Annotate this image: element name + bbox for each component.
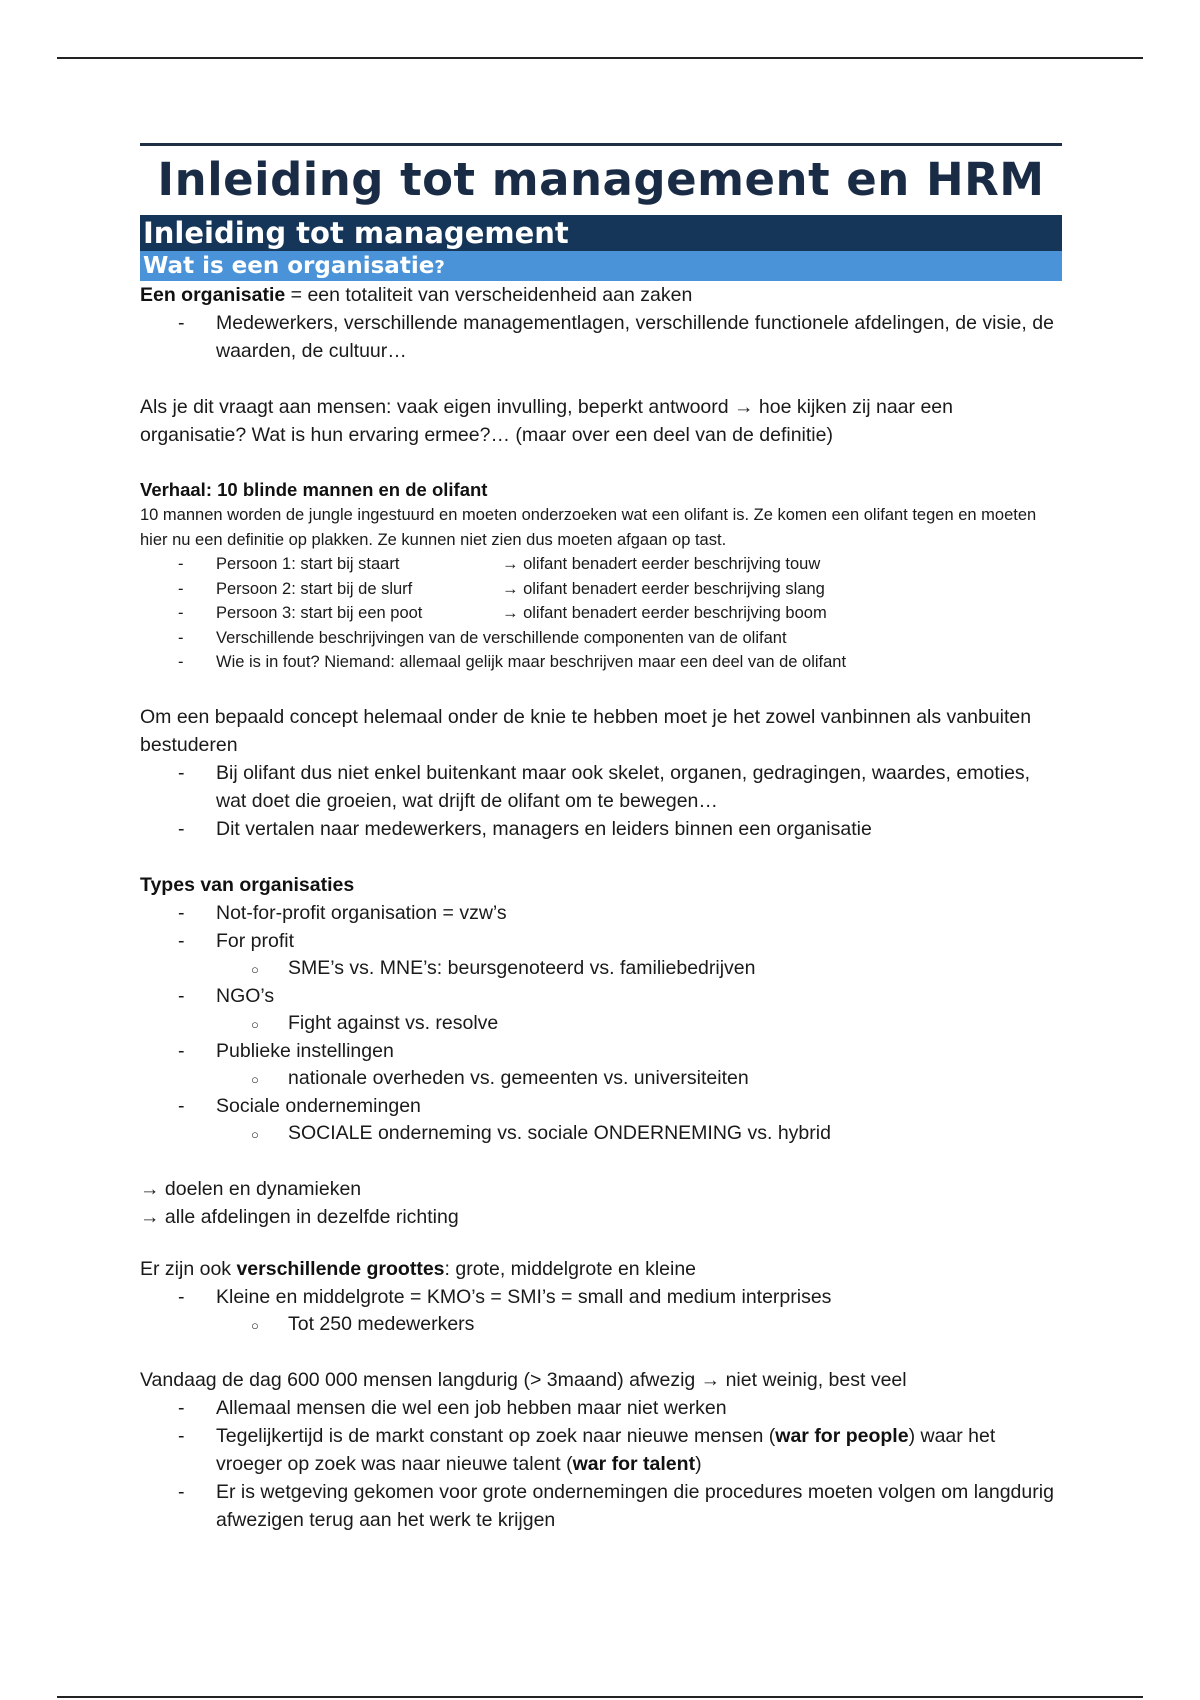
list-item: - For profit <box>140 927 1062 955</box>
list-item: - Publieke instellingen <box>140 1037 1062 1065</box>
list-item: - Bij olifant dus niet enkel buitenkant maar ook skelet, organen, gedragingen, waardes, emoties, wat doet die groeien, wat drijft de olifant om te bewegen… <box>140 759 1062 815</box>
list-item: - NGO’s <box>140 982 1062 1010</box>
war-for-talent: war for talent <box>572 1452 696 1475</box>
person-2: - Persoon 2: start bij de slurf <box>216 579 413 598</box>
heading-2 <box>140 251 1062 281</box>
list-item: - Wie is in fout? Niemand: allemaal gelijk maar beschrijven maar een deel van de olifant <box>140 650 1062 675</box>
sub-list-item: ○ Tot 250 medewerkers <box>140 1311 1062 1338</box>
sizes-paragraph: Er zijn ook verschillende groottes: grote, middelgrote en kleine <box>140 1257 697 1280</box>
sub-list-item: ○ nationale overheden vs. gemeenten vs. universiteiten <box>140 1065 1062 1092</box>
heading-2-text: Wat is een organisatie <box>143 253 435 279</box>
definition-paragraph <box>140 281 1062 309</box>
arrow-line: → doelen en dynamieken <box>140 1177 362 1200</box>
list-item: - Er is wetgeving gekomen voor grote ondernemingen die procedures moeten volgen om langdurig afwezigen terug aan het werk te krijgen <box>140 1478 1062 1534</box>
person-1-desc: → olifant benadert eerder beschrijving touw <box>502 555 821 573</box>
list-item: - Dit vertalen naar medewerkers, managers en leiders binnen een organisatie <box>140 815 1062 843</box>
list-item: - Not-for-profit organisation = vzw’s <box>140 899 1062 927</box>
sub-list-item: ○ SOCIALE onderneming vs. sociale ONDERNEMING vs. hybrid <box>140 1120 1062 1147</box>
concept-paragraph: Om een bepaald concept helemaal onder de knie te hebben moet je het zowel vanbinnen als vanbuiten bestuderen <box>140 705 1032 756</box>
arrow-line: → alle afdelingen in dezelfde richting <box>140 1205 459 1228</box>
question-paragraph: Als je dit vraagt aan mensen: vaak eigen invulling, beperkt antwoord → hoe kijken zij naar een organisatie? Wat is hun ervaring ermee?… (maar over een deel van de definitie) <box>140 396 953 446</box>
sizes-bold: verschillende groottes <box>236 1257 445 1280</box>
person-2-desc: → olifant benadert eerder beschrijving slang <box>502 579 825 598</box>
list-item <box>140 552 1062 577</box>
page-bottom-rule <box>57 1696 1143 1698</box>
list-item: - Allemaal mensen die wel een job hebben maar niet werken <box>140 1394 1062 1422</box>
list-item: - Medewerkers, verschillende managementlagen, verschillende functionele afdelingen, de visie, de waarden, de cultuur… <box>140 309 1062 365</box>
person-3-desc: → olifant benadert eerder beschrijving boom <box>502 604 827 622</box>
document-title: Inleiding tot management en HRM <box>157 153 1045 206</box>
story-section <box>140 477 1062 675</box>
story-intro: 10 mannen worden de jungle ingestuurd en moeten onderzoeken wat een olifant is. Ze komen een olifant tegen en moeten hier nu een definitie op plakken. Ze kunnen niet zien dus moeten afgaan op tast. <box>140 506 1037 549</box>
definition-term: Een organisatie <box>140 284 286 306</box>
page-top-rule <box>57 57 1143 59</box>
war-for-people: war for people <box>775 1424 909 1447</box>
story-heading: Verhaal: 10 blinde mannen en de olifant <box>140 479 488 500</box>
types-heading: Types van organisaties <box>140 873 355 896</box>
document-content <box>140 143 1062 1534</box>
sub-list-item: ○ Fight against vs. resolve <box>140 1010 1062 1037</box>
absent-paragraph: Vandaag de dag 600 000 mensen langdurig (> 3maand) afwezig → niet weinig, best veel <box>140 1368 907 1391</box>
list-item <box>140 577 1062 602</box>
list-item: - Kleine en middelgrote = KMO’s = SMI’s = small and medium interprises <box>140 1283 1062 1311</box>
heading-1: Inleiding tot management <box>140 215 1062 251</box>
heading-2-question-mark: ? <box>434 257 445 278</box>
list-item: - Verschillende beschrijvingen van de verschillende componenten van de olifant <box>140 626 1062 651</box>
sub-list-item: ○ SME’s vs. MNE’s: beursgenoteerd vs. familiebedrijven <box>140 955 1062 982</box>
person-1: - Persoon 1: start bij staart <box>216 555 400 573</box>
title-rule <box>140 143 1062 146</box>
list-item <box>140 601 1062 626</box>
list-item: - Tegelijkertijd is de markt constant op zoek naar nieuwe mensen (war for people) waar het vroeger op zoek was naar nieuwe talent (war for talent) <box>140 1422 1062 1478</box>
list-item: - Sociale ondernemingen <box>140 1092 1062 1120</box>
definition-rest: = een totaliteit van verscheidenheid aan zaken <box>285 284 693 306</box>
person-3: - Persoon 3: start bij een poot <box>216 604 423 622</box>
